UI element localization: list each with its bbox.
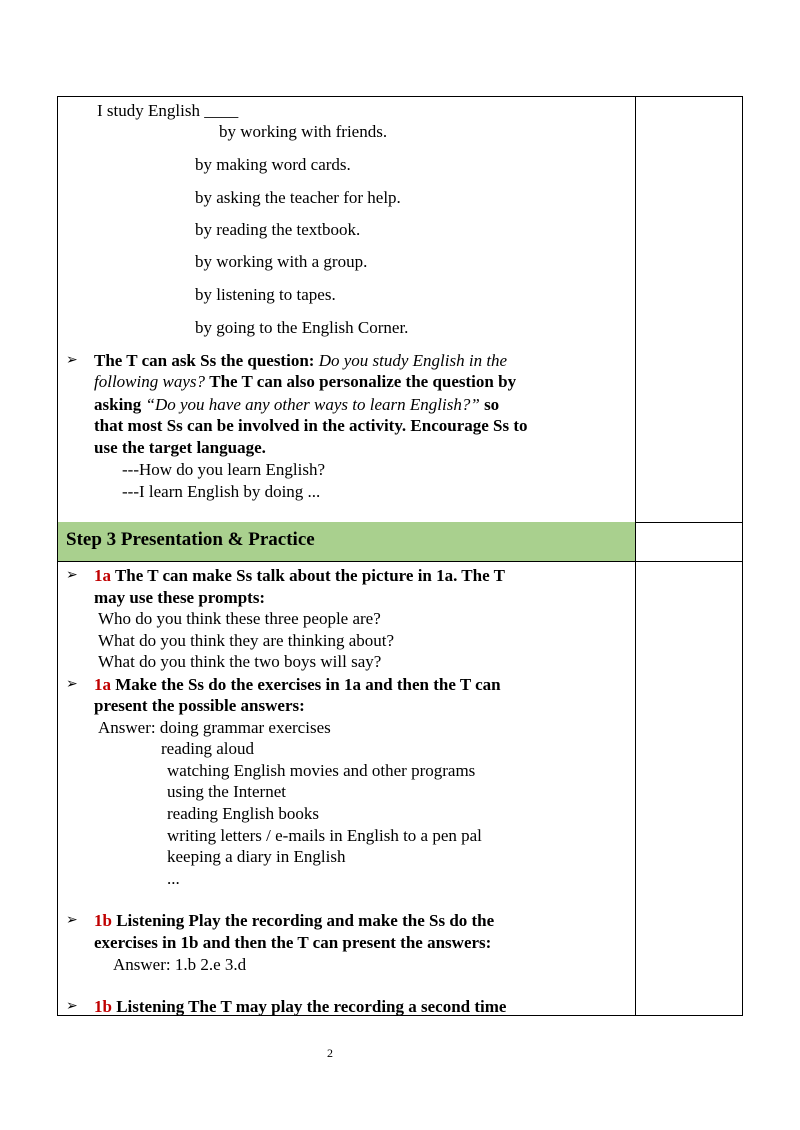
item-line: 1a The T can make Ss talk about the picture in 1a. The T: [94, 566, 505, 585]
step3-header: [58, 522, 635, 561]
note-line: use the target language.: [94, 438, 266, 457]
lesson-table: [57, 96, 743, 1016]
item-line: 1a Make the Ss do the exercises in 1a and then the T can: [94, 675, 501, 694]
option: by reading the textbook.: [195, 220, 361, 239]
question-stem: I study English ____: [97, 101, 239, 120]
option: by going to the English Corner.: [195, 318, 409, 337]
item-line: exercises in 1b and then the T can present the answers:: [94, 933, 492, 952]
dialog-line: ---How do you learn English?: [122, 460, 326, 479]
row-divider: [58, 561, 742, 562]
item-tag: 1a: [94, 675, 111, 694]
item-tag: 1a: [94, 566, 111, 585]
arrow-bullet-icon: ➢: [66, 568, 78, 583]
arrow-bullet-icon: ➢: [66, 999, 78, 1014]
answer: reading aloud: [161, 739, 254, 758]
answer: keeping a diary in English: [167, 847, 346, 866]
item-line: may use these prompts:: [94, 588, 266, 607]
dialog-line: ---I learn English by doing ...: [122, 482, 321, 501]
answer: writing letters / e-mails in English to a pen pal: [167, 826, 482, 845]
item-tag: 1b: [94, 911, 112, 930]
option: by listening to tapes.: [195, 285, 336, 304]
step3-title: Step 3 Presentation & Practice: [66, 529, 315, 550]
arrow-bullet-icon: ➢: [66, 913, 78, 928]
option: by working with friends.: [219, 122, 388, 141]
note-line: that most Ss can be involved in the activity. Encourage Ss to: [94, 416, 528, 435]
note-line: asking “Do you have any other ways to learn English?” so: [94, 395, 500, 414]
page-number: 2: [327, 1046, 333, 1060]
option: by making word cards.: [195, 155, 351, 174]
note-line: The T can ask Ss the question: Do you study English in the: [94, 351, 508, 370]
item-line: present the possible answers:: [94, 696, 305, 715]
item-tag: 1b: [94, 997, 112, 1016]
prompt: Who do you think these three people are?: [98, 609, 381, 628]
item-line: 1b Listening The T may play the recording a second time: [94, 997, 507, 1016]
option: by working with a group.: [195, 252, 368, 271]
note-line: following ways? The T can also personalize the question by: [94, 372, 517, 391]
answer: using the Internet: [167, 782, 286, 801]
prompt: What do you think the two boys will say?: [98, 652, 382, 671]
column-divider: [635, 97, 636, 1015]
arrow-bullet-icon: ➢: [66, 677, 78, 692]
answer: watching English movies and other programs: [167, 761, 476, 780]
answer: ...: [167, 869, 180, 888]
answer-label: Answer: doing grammar exercises: [98, 718, 331, 737]
option: by asking the teacher for help.: [195, 188, 401, 207]
item-line: 1b Listening Play the recording and make the Ss do the: [94, 911, 495, 930]
answer: Answer: 1.b 2.e 3.d: [113, 955, 247, 974]
prompt: What do you think they are thinking about?: [98, 631, 395, 650]
arrow-bullet-icon: ➢: [66, 353, 78, 368]
answer: reading English books: [167, 804, 320, 823]
